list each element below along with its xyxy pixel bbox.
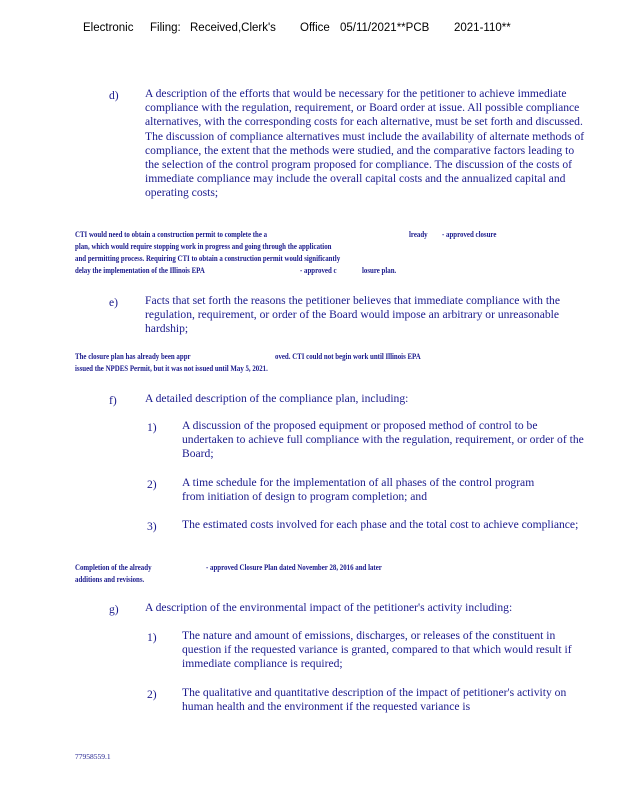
item-g1-label: 1) xyxy=(147,631,157,644)
item-f2-label: 2) xyxy=(147,478,157,491)
response-f-line2: additions and revisions. xyxy=(75,575,145,584)
response-d-line4c: losure plan. xyxy=(362,266,397,275)
item-e-label: e) xyxy=(109,296,119,309)
response-e-line2: issued the NPDES Permit, but it was not issued until May 5, 2021. xyxy=(75,364,268,373)
response-e-line1b: oved. CTI could not begin work until Illinois EPA xyxy=(275,352,421,361)
response-d-line1b: lready xyxy=(409,230,428,239)
header-electronic: Electronic xyxy=(83,22,134,34)
response-d-line1a: CTI would need to obtain a construction permit to complete the a xyxy=(75,230,268,239)
item-g-text: A description of the environmental impact of the petitioner's activity including: xyxy=(145,601,513,614)
item-f3-text: The estimated costs involved for each phase and the total cost to achieve compliance; xyxy=(182,518,579,531)
response-f-line1a: Completion of the already xyxy=(75,563,152,572)
item-d-label: d) xyxy=(109,89,119,102)
response-d-line1c-wrap xyxy=(442,229,496,240)
header-number: 2021-110** xyxy=(454,22,511,34)
item-f-text: A detailed description of the compliance plan, including: xyxy=(145,392,409,405)
header-date: 05/11/2021**PCB xyxy=(340,22,430,34)
footer-doc-id: 77958559.1 xyxy=(75,752,111,761)
response-d-line4a: delay the implementation of the Illinois EPA xyxy=(75,266,205,275)
item-g2-text: The qualitative and quantitative description of the impact of petitioner's activity on human health and the environment if the requested variance is xyxy=(182,686,567,714)
item-f2-text: A time schedule for the implementation of all phases of the control program from initiation of design to program completion; and xyxy=(182,476,535,504)
header-filing: Filing: xyxy=(150,22,181,34)
header-received: Received,Clerk's xyxy=(190,22,276,34)
item-g1-text: The nature and amount of emissions, discharges, or releases of the constituent in question if the requested variance is granted, compared to that which would result if immediate compliance is required; xyxy=(182,629,572,671)
response-d-line1c: - approved closure xyxy=(442,230,497,239)
item-g2-label: 2) xyxy=(147,688,157,701)
response-d-line1b-wrap xyxy=(409,229,428,240)
response-f-line1b: - approved Closure Plan dated November 28, 2016 and later xyxy=(206,563,382,572)
response-d-line2: plan, which would require stopping work in progress and going through the application xyxy=(75,242,332,251)
item-d-text: A description of the efforts that would be necessary for the petitioner to achieve immediate compliance with the regulation, requirement, or Board order at issue. All possible compliance alternatives, with the corresponding costs for each alternative, must be set forth and discussed. The discussion of compliance alternatives must include the availability of alternate methods of compliance, the extent that the methods were studied, and the comparative factors leading to the selection of the control program proposed for compliance. The discussion of the costs of immediate compliance may include the overall capital costs and the annualized capital and operating costs; xyxy=(145,87,585,200)
item-g-label: g) xyxy=(109,603,119,616)
response-d-line4b: - approved c xyxy=(300,266,337,275)
response-e-line1a: The closure plan has already been appr xyxy=(75,352,191,361)
header-office: Office xyxy=(300,22,330,34)
response-d-line3: and permitting process. Requiring CTI to obtain a construction permit would significantly xyxy=(75,254,341,263)
item-e-text: Facts that set forth the reasons the petitioner believes that immediate compliance with the regulation, requirement, or order of the Board would impose an arbitrary or unreasonable hardship; xyxy=(145,294,560,336)
item-f1-text: A discussion of the proposed equipment or proposed method of control to be undertaken to achieve full compliance with the regulation, requirement, or order of the Board; xyxy=(182,419,584,461)
item-f-label: f) xyxy=(109,394,117,407)
response-d-line1 xyxy=(75,229,267,240)
item-f3-label: 3) xyxy=(147,520,157,533)
item-f1-label: 1) xyxy=(147,421,157,434)
